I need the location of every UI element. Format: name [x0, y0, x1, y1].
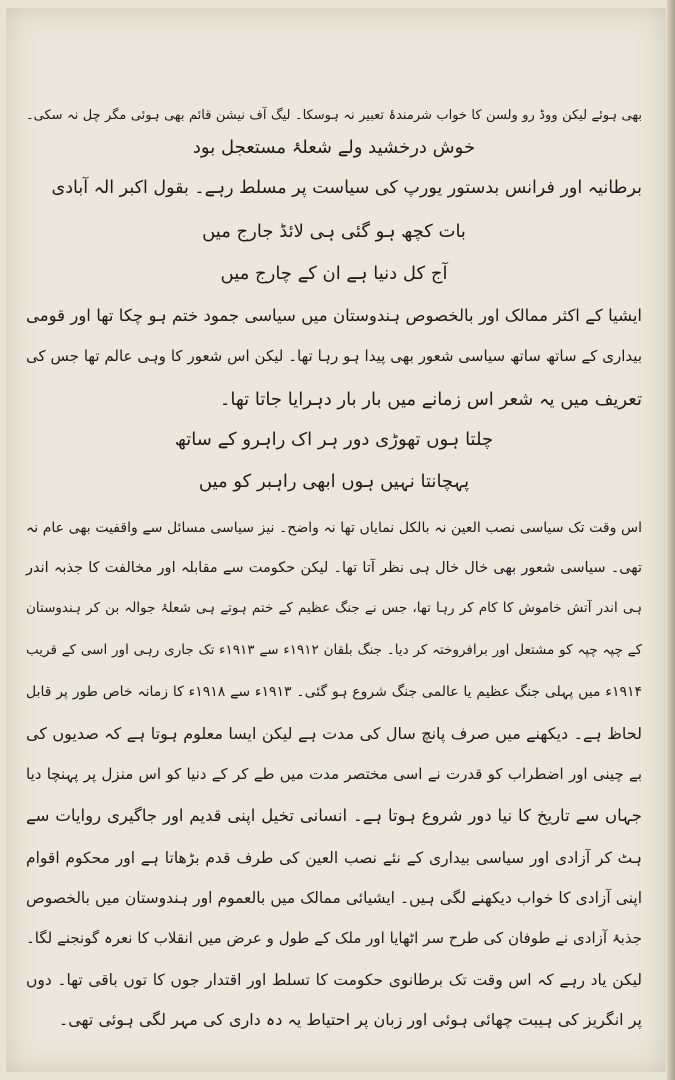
text-line-9: کے چپہ چپہ کو مشتعل اور برافروختہ کر دیا۔ جنگ بلقان ۱۹۱۲ء سے ۱۹۱۳ء تک جاری رہی اور اسی کے قریب — [26, 642, 643, 658]
text-line-5: تعریف میں یہ شعر اس زمانے میں بار بار دہرایا جاتا تھا۔ — [219, 389, 642, 410]
text-line-6: اس وقت تک سیاسی نصب العین نہ بالکل نمایاں تھا نہ واضح۔ نیز سیاسی مسائل سے واقفیت بھی عام نہ — [26, 520, 642, 536]
verse-line-4: چلتا ہوں تھوڑی دور ہر اک راہرو کے ساتھ — [174, 429, 494, 450]
book-page — [6, 8, 666, 1072]
verse-line-2: بات کچھ ہو گئی ہی لائڈ جارج میں — [202, 221, 466, 242]
text-line-2: برطانیہ اور فرانس بدستور یورپ کی سیاست پر مسلط رہے۔ بقول اکبر الہ آبادی — [51, 178, 642, 198]
text-line-11: لحاظ ہے۔ دیکھنے میں صرف پانچ سال کی مدت ہے لیکن ایسا معلوم ہوتا ہے کہ صدیوں کی — [26, 724, 642, 743]
text-line-10: ۱۹۱۴ء میں پہلی جنگ عظیم یا عالمی جنگ شروع ہو گئی۔ ۱۹۱۳ء سے ۱۹۱۸ء کا زمانہ خاص طور پر قابل — [26, 684, 643, 700]
text-line-8: ہی اندر آتش خاموش کا کام کر رہا تھا، جس نے جنگ عظیم کے ختم ہوتے ہی شعلۂ جوالہ بن کر ہندوستان — [26, 600, 642, 616]
text-line-4: بیداری کے ساتھ ساتھ سیاسی شعور بھی پیدا ہو رہا تھا۔ لیکن اس شعور کا وہی عالم تھا جس کی — [26, 347, 642, 365]
text-line-15: اپنی آزادی کا خواب دیکھنے لگی ہیں۔ ایشیائی ممالک میں بالعموم اور ہندوستان میں بالخصوص — [26, 889, 642, 907]
text-line-14: ہٹ کر آزادی اور سیاسی بیداری کے نئے نصب العین کی طرف قدم بڑھاتا ہے اور محکوم اقوام — [26, 849, 642, 867]
verse-line-3: آج کل دنیا ہے ان کے چارج میں — [220, 263, 448, 284]
text-line-3: ایشیا کے اکثر ممالک اور بالخصوص ہندوستان میں سیاسی جمود ختم ہو چکا تھا اور قومی — [26, 306, 642, 325]
text-line-17: لیکن یاد رہے کہ اس وقت تک برطانوی حکومت کا تسلط اور اقتدار جوں کا توں باقی تھا۔ دوں — [26, 971, 642, 989]
verse-line-1: خوش درخشید ولے شعلۂ مستعجل بود — [192, 137, 476, 158]
text-line-1: بھی ہوئے لیکن ووڈ رو ولسن کا خواب شرمندۂ تعبیر نہ ہوسکا۔ لیگ آف نیشن قائم بھی ہوئی مگر چل نہ سکی۔ — [26, 108, 642, 123]
verse-line-5: پہچانتا نہیں ہوں ابھی راہبر کو میں — [198, 471, 470, 492]
page-edge-shadow — [667, 0, 675, 1080]
text-line-18: پر انگریز کی ہیبت چھائی ہوئی اور زبان پر احتیاط یہ دہ داری کی مہر لگی ہوئی تھی۔ — [58, 1010, 642, 1029]
text-line-7: تھی۔ سیاسی شعور بھی خال خال ہی نظر آتا تھا۔ لیکن حکومت سے مقابلہ اور مخالفت کا جذبہ اندر — [26, 560, 642, 576]
text-line-16: جذبۂ آزادی نے طوفان کی طرح سر اٹھایا اور ملک کے طول و عرض میں انقلاب کا نعرہ گونجنے لگا۔ — [26, 929, 642, 947]
text-line-12: بے چینی اور اضطراب کو قدرت نے اسی مختصر مدت میں طے کر کے دنیا کو اس منزل پر پہنچا دیا — [26, 765, 642, 783]
text-line-13: جہاں سے تاریخ کا نیا دور شروع ہوتا ہے۔ انسانی تخیل اپنی قدیم اور جاگیری روایات سے — [26, 806, 642, 825]
